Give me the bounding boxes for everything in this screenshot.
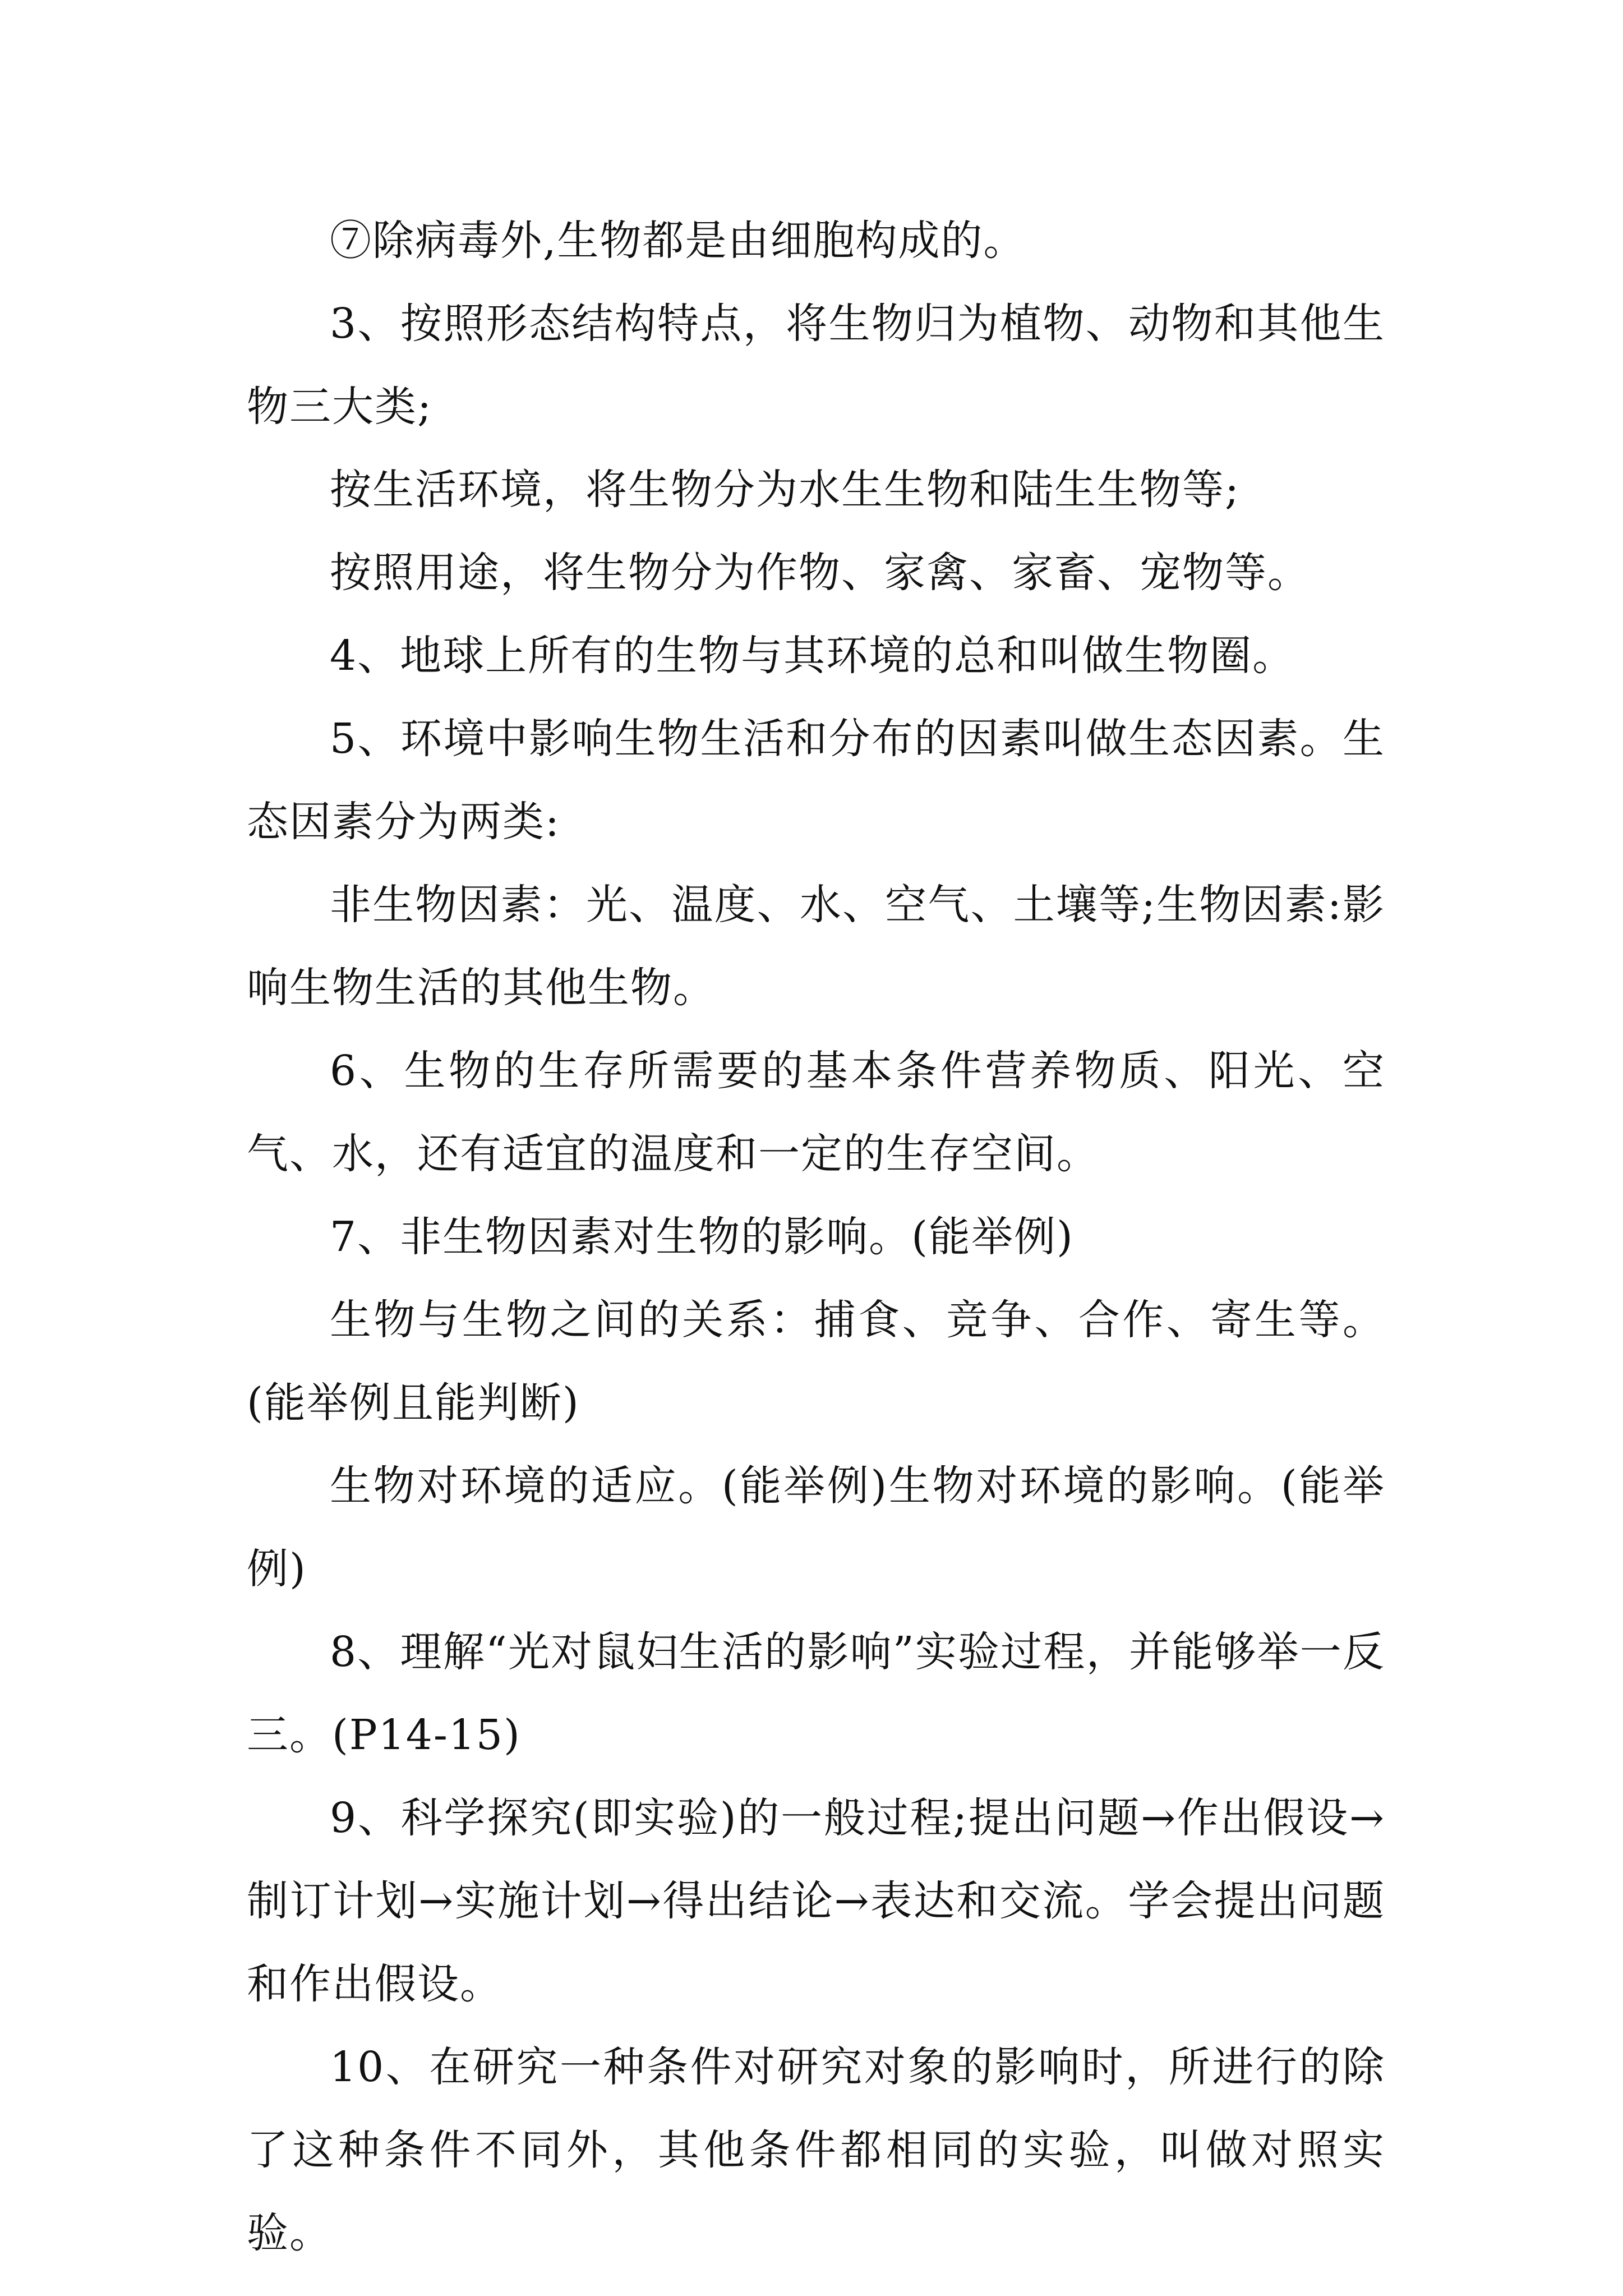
document-body <box>247 199 1385 2275</box>
paragraph-classification-by-use: 按照用途，将生物分为作物、家禽、家畜、宠物等。 <box>330 549 1310 597</box>
paragraph-10-controlled-experiment: 10、在研究一种条件对研究对象的影响时，所进行的除了这种条件不同外，其他条件都相同的实验，叫做对照实验。 <box>247 2043 1385 2257</box>
paragraph-7-abiotic-influence: 7、非生物因素对生物的影响。(能举例) <box>330 1213 1074 1261</box>
paragraph-3-classification-by-form: 3、按照形态结构特点，将生物归为植物、动物和其他生物三大类; <box>247 300 1385 431</box>
paragraph-abiotic-biotic-factors: 非生物因素：光、温度、水、空气、土壤等;生物因素:影响生物生活的其他生物。 <box>247 881 1385 1012</box>
paragraph-5-ecological-factors: 5、环境中影响生物生活和分布的因素叫做生态因素。生态因素分为两类: <box>247 715 1385 846</box>
paragraph-8-woodlouse-experiment: 8、理解“光对鼠妇生活的影响”实验过程，并能够举一反三。(P14-15) <box>247 1628 1385 1759</box>
paragraph-4-biosphere: 4、地球上所有的生物与其环境的总和叫做生物圈。 <box>330 632 1295 680</box>
paragraph-organism-relationships: 生物与生物之间的关系：捕食、竞争、合作、寄生等。(能举例且能判断) <box>247 1296 1385 1427</box>
paragraph-adaptation-and-influence: 生物对环境的适应。(能举例)生物对环境的影响。(能举例) <box>247 1462 1385 1593</box>
paragraph-classification-by-habitat: 按生活环境，将生物分为水生生物和陆生生物等; <box>330 466 1240 514</box>
paragraph-6-survival-conditions: 6、生物的生存所需要的基本条件营养物质、阳光、空气、水，还有适宜的温度和一定的生存空间。 <box>247 1047 1385 1178</box>
paragraph-item-7-no-virus: ⑦除病毒外,生物都是由细胞构成的。 <box>330 217 1026 265</box>
paragraph-9-scientific-inquiry: 9、科学探究(即实验)的一般过程;提出问题→作出假设→制订计划→实施计划→得出结论→表达和交流。学会提出问题和作出假设。 <box>247 1794 1385 2008</box>
